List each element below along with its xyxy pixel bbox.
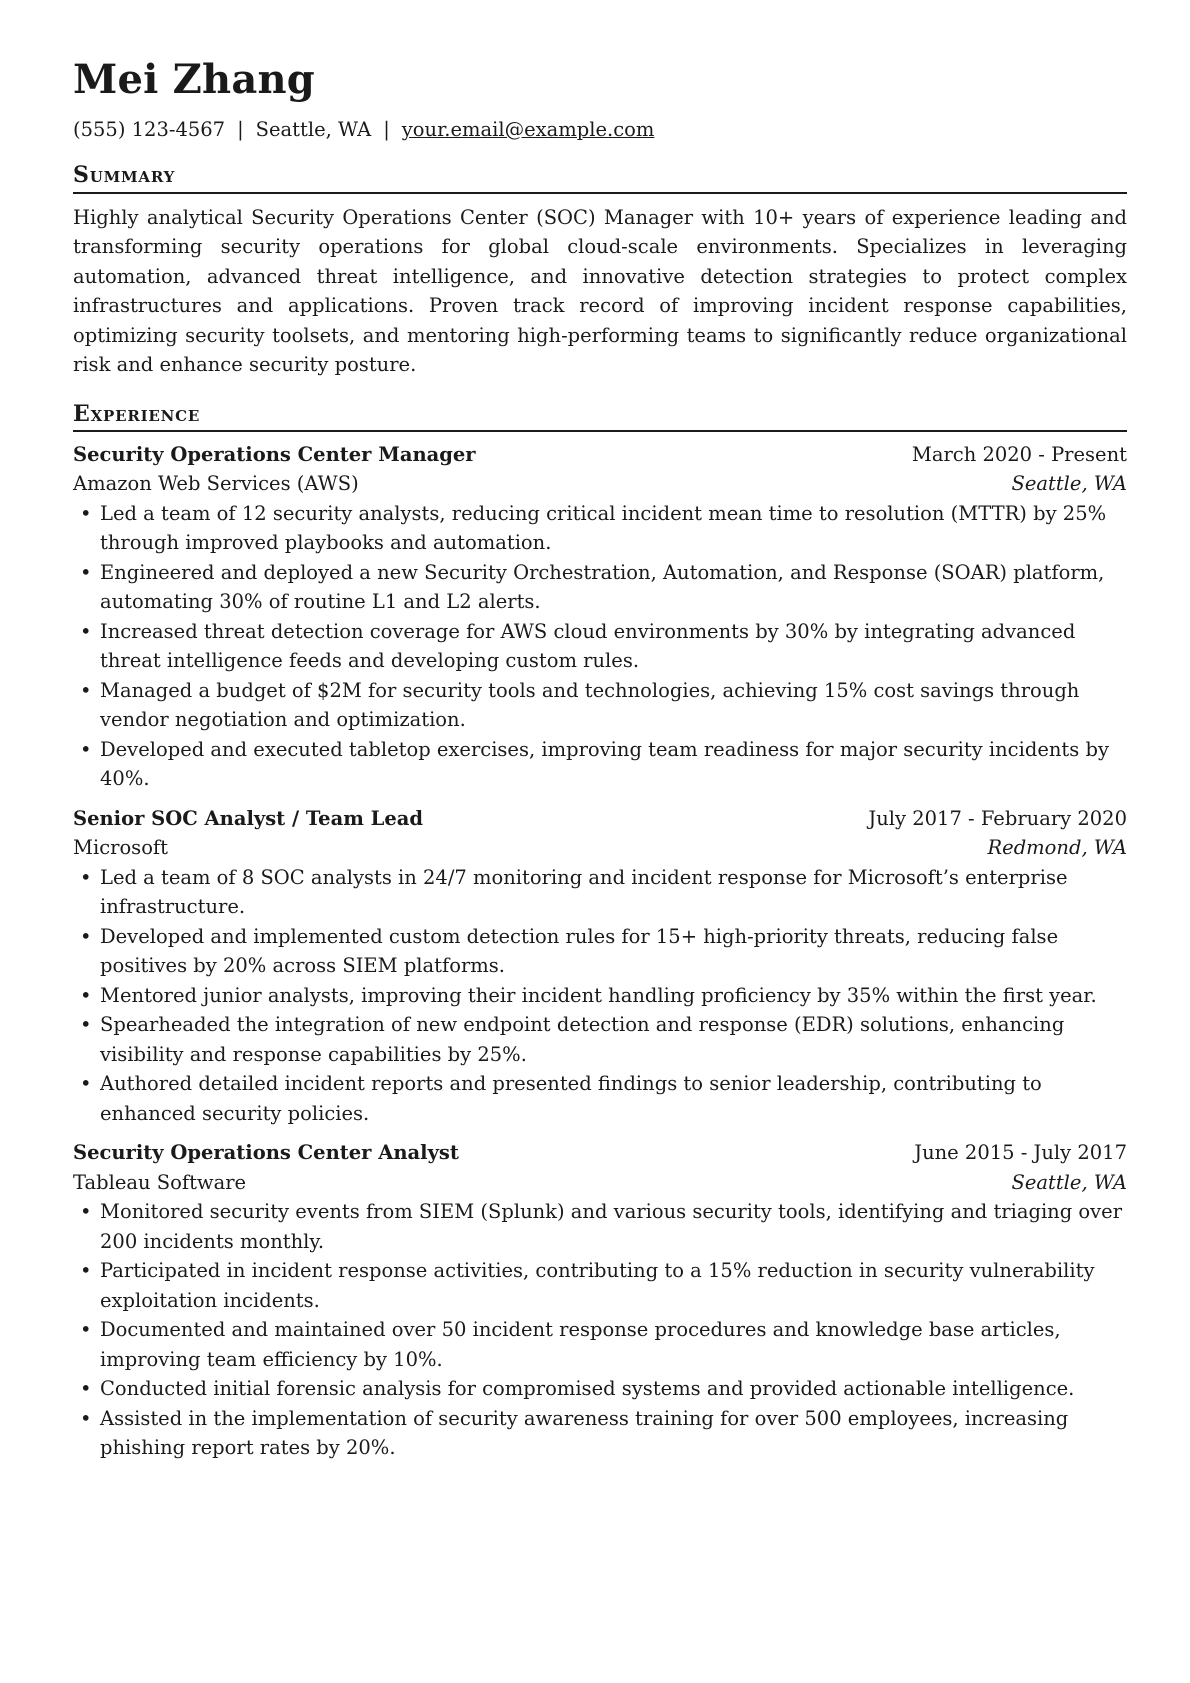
bullet-text: Managed a budget of $2M for security tools and technologies, achieving 15% cost savings through vendor negotiation and optimization. xyxy=(100,678,1080,732)
job-bullets xyxy=(73,863,1127,1129)
bullet-icon: • xyxy=(80,983,92,1007)
list-item xyxy=(73,1197,1127,1256)
bullet-text: Increased threat detection coverage for AWS cloud environments by 30% by integrating advanced threat intelligence feeds and developing custom rules. xyxy=(100,619,1076,673)
list-item xyxy=(73,981,1127,1011)
job-bullets xyxy=(73,499,1127,794)
list-item xyxy=(73,1069,1127,1128)
list-item xyxy=(73,676,1127,735)
bullet-text: Developed and executed tabletop exercises, improving team readiness for major security incidents by 40%. xyxy=(100,737,1109,791)
bullet-icon: • xyxy=(80,865,92,889)
list-item xyxy=(73,922,1127,981)
job-company-row xyxy=(73,1168,1127,1198)
phone-number: (555) 123-4567 xyxy=(73,118,226,141)
job-company-row xyxy=(73,833,1127,863)
company-name: Tableau Software xyxy=(73,1170,247,1194)
bullet-text: Documented and maintained over 50 incident response procedures and knowledge base articles, improving team efficiency by 10%. xyxy=(100,1318,1061,1371)
bullet-icon: • xyxy=(80,1200,92,1224)
bullet-text: Developed and implemented custom detection rules for 15+ high-priority threats, reducing false positives by 20% across SIEM platforms. xyxy=(100,924,1059,978)
job-header-row xyxy=(73,804,1127,834)
bullet-icon: • xyxy=(80,924,92,948)
list-item xyxy=(73,499,1127,558)
job-entry xyxy=(73,804,1127,1129)
contact-location: Seattle, WA xyxy=(255,118,372,141)
job-dates: March 2020 - Present xyxy=(911,442,1127,466)
contact-line xyxy=(73,118,1127,141)
bullet-icon: • xyxy=(80,1406,92,1430)
candidate-name: Mei Zhang xyxy=(73,56,315,103)
bullet-text: Spearheaded the integration of new endpoint detection and response (EDR) solutions, enhancing visibility and response capabilities by 25%. xyxy=(100,1013,1065,1066)
summary-heading: Summary xyxy=(73,163,1127,193)
summary-text: Highly analytical Security Operations Center (SOC) Manager with 10+ years of experience leading and transforming security operations for global cloud-scale environments. Specializes in leveraging automation, advanced threat intelligence, and innovative detection strategies to protect complex infrastructures and applications. Proven track record of improving incident response capabilities, optimizing security toolsets, and mentoring high-performing teams to significantly reduce organizational risk and enhance security posture. xyxy=(73,205,1127,377)
bullet-icon: • xyxy=(80,737,92,761)
company-name: Amazon Web Services (AWS) xyxy=(73,472,359,496)
job-title: Security Operations Center Analyst xyxy=(73,1141,459,1165)
job-company-row xyxy=(73,469,1127,499)
list-item xyxy=(73,1315,1127,1374)
bullet-icon: • xyxy=(80,501,92,525)
bullet-text: Conducted initial forensic analysis for compromised systems and provided actionable intelligence. xyxy=(100,1377,1075,1401)
bullet-text: Participated in incident response activities, contributing to a 15% reduction in security vulnerability exploitation incidents. xyxy=(100,1259,1095,1312)
job-header-row xyxy=(73,1138,1127,1168)
bullet-text: Engineered and deployed a new Security Orchestration, Automation, and Response (SOAR) platform, automating 30% of routine L1 and L2 alerts. xyxy=(100,560,1105,614)
job-location: Seattle, WA xyxy=(1011,472,1127,496)
bullet-icon: • xyxy=(80,678,92,702)
job-bullets xyxy=(73,1197,1127,1463)
email-link[interactable]: your.email@example.com xyxy=(401,118,655,141)
experience-heading: Experience xyxy=(73,402,1127,432)
experience-list xyxy=(73,440,1127,1463)
contact-separator: | xyxy=(237,118,244,141)
bullet-icon: • xyxy=(80,1377,92,1401)
contact-separator: | xyxy=(383,118,390,141)
bullet-icon: • xyxy=(80,560,92,584)
job-location: Seattle, WA xyxy=(1011,1170,1127,1194)
bullet-text: Mentored junior analysts, improving their incident handling proficiency by 35% within the first year. xyxy=(100,983,1097,1007)
company-name: Microsoft xyxy=(73,836,168,860)
list-item xyxy=(73,1374,1127,1404)
bullet-icon: • xyxy=(80,1072,92,1096)
bullet-icon: • xyxy=(80,1318,92,1342)
bullet-text: Monitored security events from SIEM (Splunk) and various security tools, identifying and triaging over 200 incidents monthly. xyxy=(100,1200,1123,1253)
bullet-text: Led a team of 12 security analysts, reducing critical incident mean time to resolution (MTTR) by 25% through improved playbooks and automation. xyxy=(100,501,1107,555)
job-title: Senior SOC Analyst / Team Lead xyxy=(73,806,424,830)
list-item xyxy=(73,1404,1127,1463)
list-item xyxy=(73,558,1127,617)
job-title: Security Operations Center Manager xyxy=(73,442,476,466)
list-item xyxy=(73,1256,1127,1315)
bullet-text: Authored detailed incident reports and presented findings to senior leadership, contributing to enhanced security policies. xyxy=(100,1072,1042,1125)
bullet-icon: • xyxy=(80,1013,92,1037)
job-dates: July 2017 - February 2020 xyxy=(868,806,1127,830)
bullet-text: Assisted in the implementation of security awareness training for over 500 employees, increasing phishing report rates by 20%. xyxy=(100,1406,1069,1460)
bullet-text: Led a team of 8 SOC analysts in 24/7 monitoring and incident response for Microsoft’s enterprise infrastructure. xyxy=(100,865,1068,919)
list-item xyxy=(73,617,1127,676)
list-item xyxy=(73,735,1127,794)
job-header-row xyxy=(73,440,1127,470)
job-entry xyxy=(73,440,1127,794)
bullet-icon: • xyxy=(80,1259,92,1283)
job-entry xyxy=(73,1138,1127,1463)
job-location: Redmond, WA xyxy=(987,836,1127,860)
list-item xyxy=(73,1010,1127,1069)
job-dates: June 2015 - July 2017 xyxy=(914,1141,1127,1165)
bullet-icon: • xyxy=(80,619,92,643)
list-item xyxy=(73,863,1127,922)
